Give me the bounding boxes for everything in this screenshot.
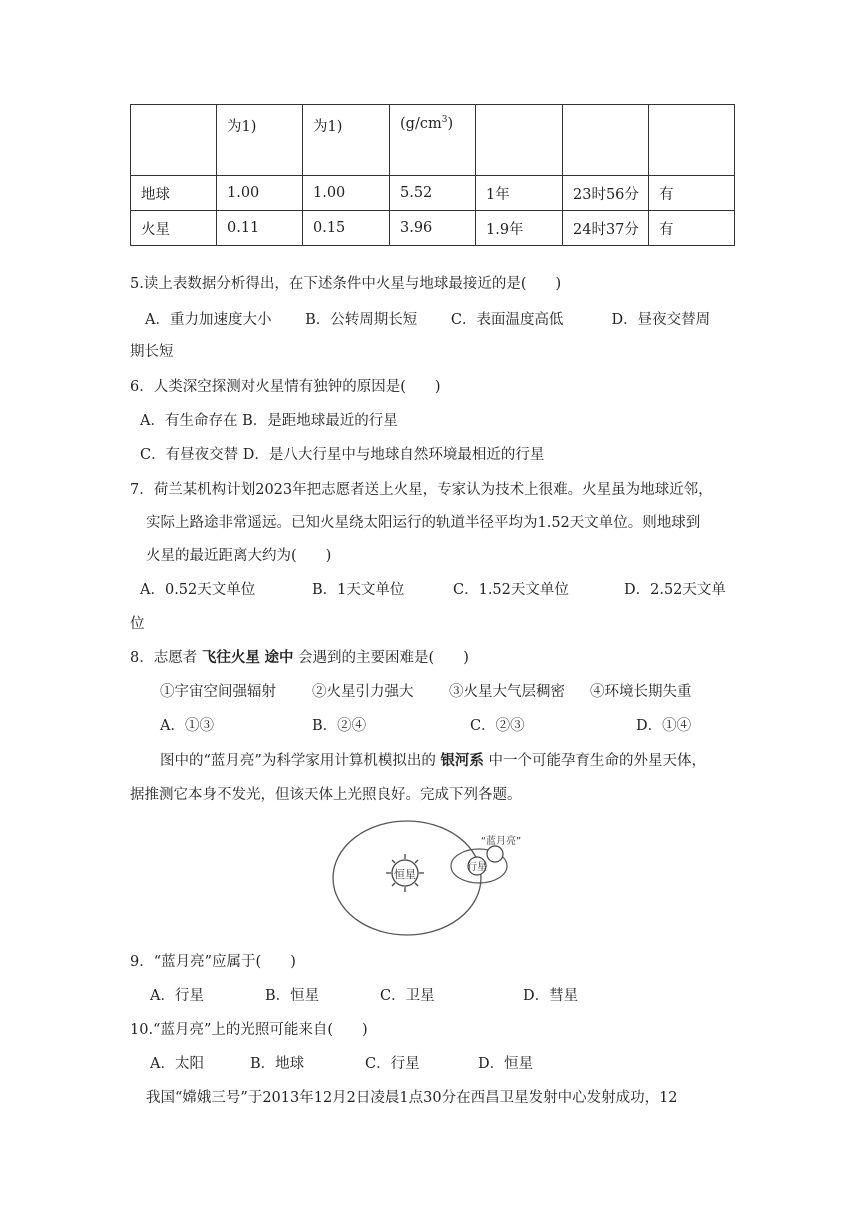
q9-option-a: A．行星 (150, 988, 204, 1004)
planet-label: 行星 (467, 862, 487, 873)
q5-stem: 5.读上表数据分析得出，在下述条件中火星与地球最接近的是( ) (130, 276, 562, 292)
table-cell (649, 105, 735, 176)
table-cell: 23时56分 (563, 176, 649, 211)
table-cell: 1.00 (217, 176, 303, 211)
table-cell: 有 (649, 176, 735, 211)
unit-close: ) (447, 115, 454, 132)
q8-option-c: C．②③ (470, 718, 525, 734)
q8-option-a: A．①③ (160, 718, 214, 734)
table-cell (390, 105, 476, 176)
table-cell: 5.52 (390, 176, 476, 211)
table-cell: 地球 (131, 176, 217, 211)
table-row (131, 176, 735, 211)
q10-option-d: D．恒星 (478, 1056, 534, 1072)
table-cell: 为1) (303, 105, 390, 176)
q8-option-d: D．①④ (636, 718, 692, 734)
moon-label: “蓝月亮” (480, 836, 522, 847)
q7-options-cont: 位 (130, 616, 145, 632)
q9-option-c: C．卫星 (380, 988, 435, 1004)
star-label: 恒星 (394, 868, 416, 881)
q8-post: 会遇到的主要困难是( ) (293, 650, 469, 666)
table-cell: 1.9年 (476, 211, 563, 246)
q9-stem: 9．“蓝月亮”应属于( ) (130, 954, 296, 970)
table-cell: 3.96 (390, 211, 476, 246)
q8-item-1: ①宇宙空间强辐射 (160, 684, 276, 700)
q8-bold-1: 飞往火星 (201, 650, 260, 666)
planet-data-table (130, 104, 735, 246)
q8-item-2: ②火星引力强大 (312, 684, 414, 700)
q5-options-cont: 期长短 (130, 344, 174, 360)
star-sun-icon (386, 854, 424, 892)
table-cell (131, 105, 217, 176)
q8-option-b: B．②④ (312, 718, 367, 734)
table-cell: 24时37分 (563, 211, 649, 246)
q10-option-c: C．行星 (365, 1056, 420, 1072)
q7-line2: 实际上路途非常遥远。已知火星绕太阳运行的轨道半径平均为1.52天文单位。则地球到 (146, 515, 701, 531)
table-cell (563, 105, 649, 176)
q7-line1: 7．荷兰某机构计划2023年把志愿者送上火星，专家认为技术上很难。火星虽为地球近邻， (130, 482, 713, 498)
table-cell: 0.15 (303, 211, 390, 246)
table-cell: 火星 (131, 211, 217, 246)
table-cell: 为1) (217, 105, 303, 176)
unit-superscript: 3 (441, 115, 448, 125)
table-row (131, 211, 735, 246)
passage-line2: 据推测它本身不发光，但该天体上光照良好。完成下列各题。 (130, 787, 522, 803)
table-cell: 有 (649, 211, 735, 246)
table-cell: 0.11 (217, 211, 303, 246)
q10-option-b: B．地球 (250, 1056, 305, 1072)
q7-line3: 火星的最近距离大约为( ) (146, 548, 332, 564)
q8-pre: 8．志愿者 (130, 650, 202, 666)
q6-line1: A．有生命存在 B．是距地球最近的行星 (140, 413, 398, 429)
q9-option-d: D．彗星 (523, 988, 579, 1004)
table-header-row (131, 105, 735, 176)
density-unit: (g/cm (400, 115, 442, 132)
q7-option-b: B．1天文单位 (312, 582, 405, 598)
q7-option-d: D．2.52天文单 (624, 582, 726, 598)
q7-option-a: A．0.52天文单位 (140, 582, 256, 598)
passage-pre: 图中的“蓝月亮”为科学家用计算机模拟出的 (160, 753, 441, 769)
tail-line1: 我国“嫦娥三号”于2013年12月2日凌晨1点30分在西昌卫星发射中心发射成功，12 (146, 1090, 678, 1106)
passage-bold: 银河系 (440, 753, 484, 769)
q6-stem: 6．人类深空探测对火星情有独钟的原因是( ) (130, 379, 441, 395)
q7-option-c: C．1.52天文单位 (453, 582, 569, 598)
q10-option-a: A．太阳 (150, 1056, 204, 1072)
table-cell: 1.00 (303, 176, 390, 211)
q6-line2: C．有昼夜交替 D．是八大行星中与地球自然环境最相近的行星 (140, 447, 545, 463)
passage-post: 中一个可能孕育生命的外星天体， (483, 753, 707, 769)
q8-stem (130, 648, 469, 668)
q8-item-4: ④环境长期失重 (590, 684, 692, 700)
table-cell (476, 105, 563, 176)
q8-item-3: ③火星大气层稠密 (449, 684, 565, 700)
q10-stem: 10.“蓝月亮”上的光照可能来自( ) (130, 1022, 368, 1038)
table-cell: 1年 (476, 176, 563, 211)
passage-line1 (160, 751, 706, 771)
star-planet-moon-figure (325, 816, 545, 940)
q8-bold-2: 途中 (264, 650, 294, 666)
q5-options: A．重力加速度大小 B．公转周期长短 C．表面温度高低 D．昼夜交替周 (145, 312, 711, 328)
blue-moon (487, 846, 503, 862)
q9-option-b: B．恒星 (265, 988, 320, 1004)
